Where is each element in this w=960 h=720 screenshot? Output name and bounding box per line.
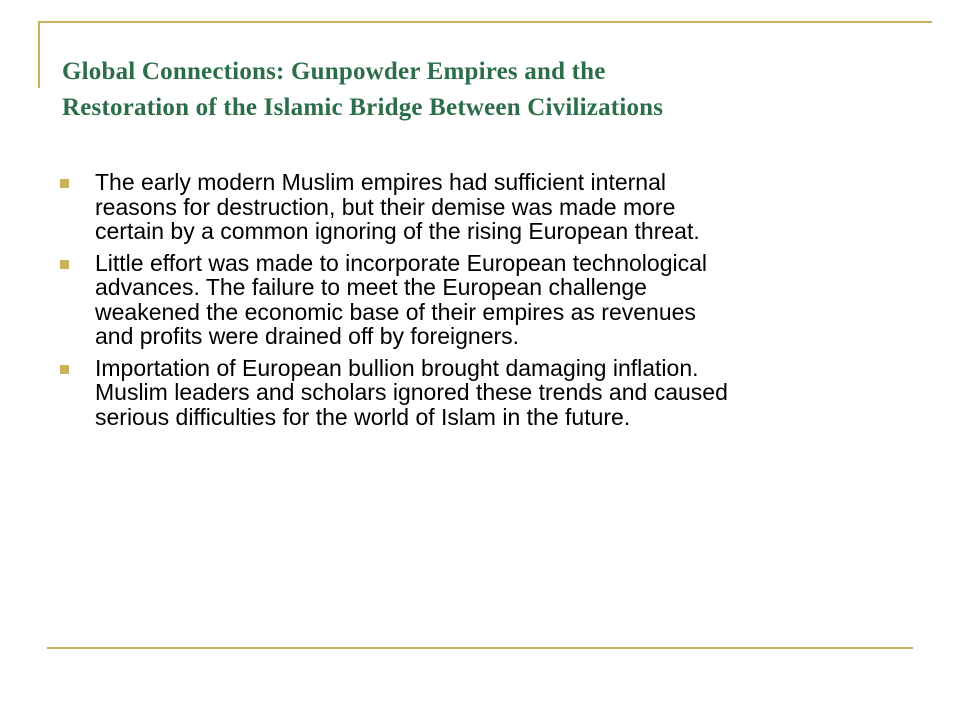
title-line-2: Restoration of the Islamic Bridge Between Civilizations [62, 94, 664, 121]
bottom-rule [47, 647, 913, 649]
title-line-1: Global Connections: Gunpowder Empires and the [62, 58, 606, 85]
bullet-line: advances. The failure to meet the European challenge [95, 274, 647, 300]
bullet-item [60, 170, 920, 244]
bullet-line: reasons for destruction, but their demise was made more [95, 193, 676, 220]
square-bullet-icon [60, 179, 69, 188]
bullet-line: Little effort was made to incorporate European technological [95, 249, 708, 276]
square-bullet-icon [60, 260, 69, 269]
bullet-item [60, 251, 920, 349]
bullet-item [60, 356, 920, 430]
bullet-line: The early modern Muslim empires had sufficient internal [95, 169, 666, 195]
bullet-line: Importation of European bullion brought damaging inflation. [95, 354, 699, 381]
bullet-line: certain by a common ignoring of the rising European threat. [95, 218, 700, 244]
slide-title [62, 54, 922, 126]
bullet-line: and profits were drained off by foreigners. [95, 323, 520, 349]
square-bullet-icon [60, 365, 69, 374]
bullet-line: Muslim leaders and scholars ignored these trends and caused [95, 379, 728, 405]
left-rule [38, 21, 40, 88]
bullet-line: weakened the economic base of their empires as revenues [95, 298, 696, 325]
bullet-line: serious difficulties for the world of Islam in the future. [95, 403, 631, 430]
top-rule [38, 21, 932, 23]
bullet-list [60, 170, 920, 436]
